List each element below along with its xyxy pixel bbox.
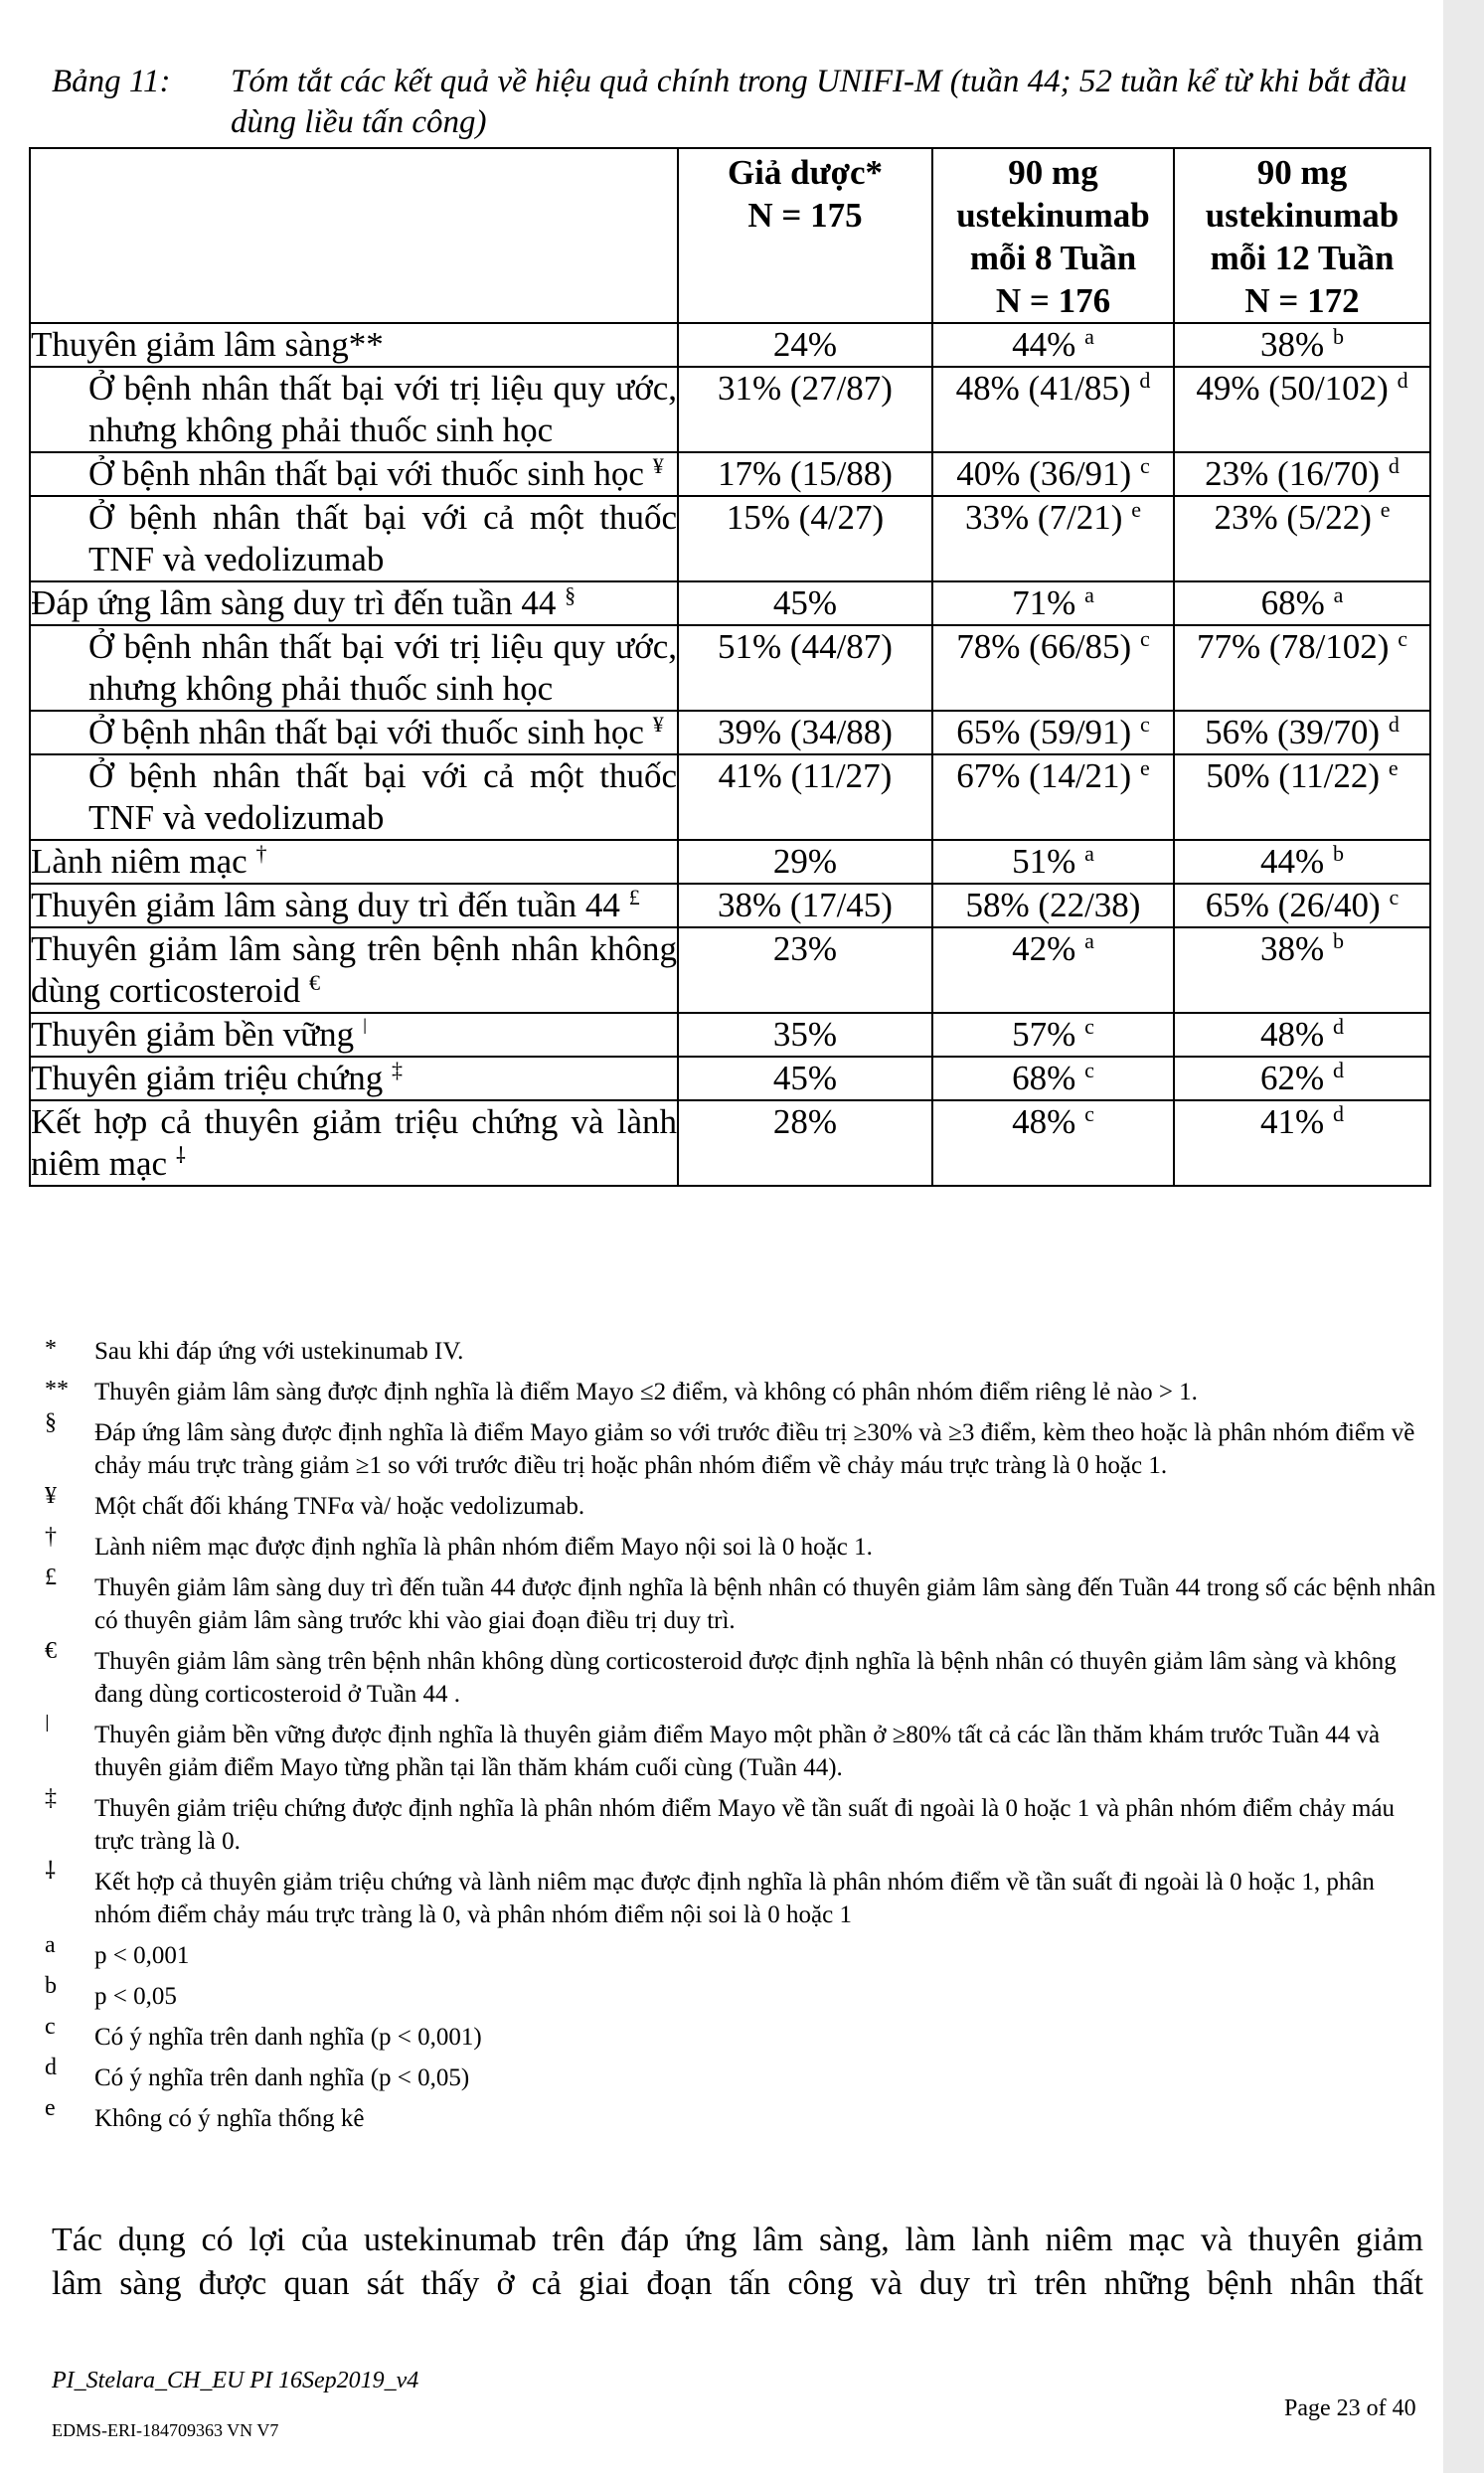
row-value <box>1174 1100 1430 1186</box>
significance-marker: b <box>1332 324 1344 349</box>
table-row <box>30 711 1430 754</box>
footnote-mark: ¥ <box>45 1483 57 1509</box>
row-label <box>30 711 678 754</box>
row-value <box>1174 711 1430 754</box>
row-label-text: Thuyên giảm triệu chứng <box>31 1059 384 1097</box>
value-text: 48% (41/85) <box>955 369 1131 408</box>
significance-marker: c <box>1084 1101 1094 1126</box>
row-value <box>932 625 1174 711</box>
value-text: 33% (7/21) <box>965 498 1123 537</box>
footnote <box>45 2055 1436 2094</box>
table-row <box>30 367 1430 452</box>
table-row <box>30 927 1430 1013</box>
column-header <box>678 148 932 323</box>
row-value <box>932 927 1174 1013</box>
row-value <box>932 884 1174 927</box>
row-label <box>30 884 678 927</box>
table-row <box>30 581 1430 625</box>
row-value <box>932 754 1174 840</box>
significance-marker: a <box>1333 582 1344 607</box>
value-text: 41% (11/27) <box>718 756 893 795</box>
footnote-text: Sau khi đáp ứng với ustekinumab IV. <box>94 1338 464 1365</box>
value-text: 67% (14/21) <box>956 756 1132 795</box>
footnote-text: Kết hợp cả thuyên giảm triệu chứng và lành niêm mạc được định nghĩa là phân nhóm điểm về tần suất đi ngoài là 0 hoặc 1, phân nhóm điểm chảy máu trực tràng là 0, và phân nhóm điểm nội soi là 0 hoặc 1 <box>94 1869 1375 1928</box>
value-text: 15% (4/27) <box>726 498 885 537</box>
page-margin-strip <box>1443 0 1484 2473</box>
value-text: 38% <box>1260 325 1325 364</box>
row-value <box>932 323 1174 367</box>
row-label-text: Lành niêm mạc <box>31 842 247 881</box>
column-header-line: 90 mg <box>1256 153 1348 192</box>
footnote-mark: e <box>45 2095 56 2121</box>
row-value <box>1174 840 1430 884</box>
column-header-line: ustekinumab <box>956 196 1150 235</box>
row-label <box>30 323 678 367</box>
significance-marker: b <box>1332 928 1344 953</box>
footnote <box>45 2014 1436 2054</box>
value-text: 28% <box>772 1102 838 1141</box>
column-header-line: ustekinumab <box>1205 196 1400 235</box>
row-value <box>1174 754 1430 840</box>
value-text: 42% <box>1012 929 1076 968</box>
significance-marker: b <box>1332 841 1344 866</box>
value-text: 39% (34/88) <box>718 713 893 751</box>
row-value <box>932 496 1174 581</box>
row-label <box>30 581 678 625</box>
paragraph-line: Tác dụng có lợi của ustekinumab trên đáp ứng lâm sàng, làm lành niêm mạc và thuyên giảm <box>52 2222 1423 2258</box>
row-value <box>1174 323 1430 367</box>
row-value <box>678 927 932 1013</box>
footnote-mark: £ <box>45 1565 57 1590</box>
footnote-text: p < 0,05 <box>94 1983 177 2010</box>
significance-marker: c <box>1084 1058 1094 1082</box>
significance-marker: a <box>1084 928 1094 953</box>
significance-marker: a <box>1084 841 1094 866</box>
row-label <box>30 1013 678 1057</box>
table-header-row <box>30 148 1430 323</box>
footnote <box>45 1565 1436 1637</box>
row-value <box>1174 927 1430 1013</box>
column-header-line: Giả dược* <box>727 153 884 192</box>
value-text: 23% (5/22) <box>1214 498 1372 537</box>
table-row <box>30 452 1430 496</box>
footnote-marker: † <box>255 841 267 866</box>
column-header-line: N = 172 <box>1244 281 1360 320</box>
significance-marker: e <box>1139 755 1150 780</box>
footnote-mark: ⸸ <box>45 1859 57 1885</box>
value-text: 49% (50/102) <box>1196 369 1389 408</box>
significance-marker: d <box>1139 368 1151 393</box>
row-value <box>1174 884 1430 927</box>
significance-marker: c <box>1139 453 1150 478</box>
footnote-marker: ǀ <box>362 1014 368 1039</box>
footnote-mark: ǀ <box>45 1712 50 1737</box>
significance-marker: d <box>1397 368 1408 393</box>
value-text: 45% <box>772 1059 838 1097</box>
column-header-line: N = 175 <box>747 196 863 235</box>
footnote-text: Đáp ứng lâm sàng được định nghĩa là điểm Mayo giảm so với trước điều trị ≥30% và ≥3 điểm, kèm theo hoặc là phân nhóm điểm về chảy máu trực tràng giảm ≥1 so với trước điều trị hoặc phân nhóm điểm về chảy máu trực tràng là 0 hoặc 1. <box>94 1419 1415 1479</box>
row-label <box>30 1057 678 1100</box>
value-text: 65% (26/40) <box>1205 886 1381 924</box>
significance-marker: d <box>1332 1101 1344 1126</box>
row-label-text: Thuyên giảm lâm sàng duy trì đến tuần 44 <box>31 886 620 924</box>
table-body <box>30 323 1430 1186</box>
footnote <box>45 1483 1436 1523</box>
value-text: 68% <box>1260 583 1325 622</box>
efficacy-results-table <box>29 147 1431 1187</box>
row-value <box>678 452 932 496</box>
column-header-line: 90 mg <box>1008 153 1098 192</box>
footnote-text: p < 0,001 <box>94 1942 190 1969</box>
footnote <box>45 1376 1436 1408</box>
paragraph-line: lâm sàng được quan sát thấy ở cả giai đoạn tấn công và duy trì trên những bệnh nhân thất <box>52 2265 1423 2302</box>
table-row <box>30 754 1430 840</box>
page-number: Page 23 of 40 <box>1284 2395 1416 2421</box>
row-value <box>678 711 932 754</box>
row-value <box>678 625 932 711</box>
row-value <box>1174 496 1430 581</box>
row-value <box>1174 452 1430 496</box>
value-text: 24% <box>772 325 838 364</box>
row-label <box>30 1100 678 1186</box>
row-label-text: Ở bệnh nhân thất bại với cả một thuốc TNF và vedolizumab <box>88 756 677 837</box>
footnote-text: Thuyên giảm lâm sàng duy trì đến tuần 44 được định nghĩa là bệnh nhân có thuyên giảm lâm sàng đến Tuần 44 trong số các bệnh nhân có thuyên giảm lâm sàng trước khi vào giai đoạn điều trị duy trì. <box>94 1574 1436 1634</box>
row-value <box>678 754 932 840</box>
value-text: 38% (17/45) <box>718 886 893 924</box>
row-value <box>1174 625 1430 711</box>
footnote-marker: € <box>308 970 320 995</box>
footnote-mark: * <box>45 1336 57 1362</box>
value-text: 51% <box>1012 842 1076 881</box>
row-label <box>30 927 678 1013</box>
edms-reference: EDMS-ERI-184709363 VN V7 <box>52 2420 279 2440</box>
value-text: 40% (36/91) <box>956 454 1132 493</box>
footnote-marker: ⸸ <box>175 1143 187 1168</box>
footnote-text: Có ý nghĩa trên danh nghĩa (p < 0,001) <box>94 2024 482 2051</box>
row-label <box>30 625 678 711</box>
footnote-mark: b <box>45 1973 57 1999</box>
value-text: 62% <box>1260 1059 1325 1097</box>
significance-marker: c <box>1084 1014 1094 1039</box>
row-value <box>932 1100 1174 1186</box>
significance-marker: d <box>1332 1014 1344 1039</box>
row-value <box>1174 367 1430 452</box>
footnote-mark: † <box>45 1524 57 1550</box>
footnote-text: Lành niêm mạc được định nghĩa là phân nhóm điểm Mayo nội soi là 0 hoặc 1. <box>94 1534 873 1561</box>
row-value <box>932 367 1174 452</box>
footnotes <box>45 1335 1436 2143</box>
significance-marker: d <box>1388 712 1400 737</box>
value-text: 23% (16/70) <box>1205 454 1381 493</box>
footnote-text: Thuyên giảm lâm sàng trên bệnh nhân không dùng corticosteroid được định nghĩa là bệnh nhân có thuyên giảm lâm sàng và không đang dùng corticosteroid ở Tuần 44 . <box>94 1648 1397 1708</box>
table-row <box>30 625 1430 711</box>
footnote <box>45 1932 1436 1972</box>
row-label-text: Thuyên giảm lâm sàng trên bệnh nhân không dùng corticosteroid <box>31 929 677 1010</box>
value-text: 17% (15/88) <box>718 454 893 493</box>
column-header <box>932 148 1174 323</box>
footnote-marker: ‡ <box>392 1058 404 1082</box>
value-text: 78% (66/85) <box>956 627 1132 666</box>
footnote-text: Thuyên giảm lâm sàng được định nghĩa là điểm Mayo ≤2 điểm, và không có phân nhóm điểm riêng lẻ nào > 1. <box>94 1379 1198 1405</box>
footnote-mark: a <box>45 1932 56 1958</box>
significance-marker: e <box>1388 755 1399 780</box>
footnote-mark: c <box>45 2014 56 2040</box>
significance-marker: a <box>1084 582 1094 607</box>
column-header <box>30 148 678 323</box>
footnote <box>45 1409 1436 1482</box>
value-text: 57% <box>1012 1015 1076 1054</box>
value-text: 77% (78/102) <box>1197 627 1390 666</box>
row-value <box>1174 1057 1430 1100</box>
value-text: 31% (27/87) <box>718 369 893 408</box>
row-label-text: Kết hợp cả thuyên giảm triệu chứng và lành niêm mạc <box>31 1102 677 1183</box>
value-text: 23% <box>772 929 838 968</box>
significance-marker: e <box>1380 497 1391 522</box>
row-label-text: Đáp ứng lâm sàng duy trì đến tuần 44 <box>31 583 557 622</box>
row-label <box>30 496 678 581</box>
table-row <box>30 1013 1430 1057</box>
value-text: 50% (11/22) <box>1206 756 1381 795</box>
row-label-text: Ở bệnh nhân thất bại với thuốc sinh học <box>88 713 644 751</box>
footnote-marker: ¥ <box>652 453 664 478</box>
table-number: Bảng 11: <box>52 64 171 99</box>
column-header <box>1174 148 1430 323</box>
table-title: Tóm tắt các kết quả về hiệu quả chính trong UNIFI-M (tuần 44; 52 tuần kể từ khi bắt đầu dùng liều tấn công) <box>231 64 1407 140</box>
row-value <box>678 1013 932 1057</box>
table-row <box>30 1057 1430 1100</box>
row-label <box>30 367 678 452</box>
value-text: 41% <box>1260 1102 1325 1141</box>
column-header-line: mỗi 8 Tuần <box>969 239 1137 277</box>
value-text: 65% (59/91) <box>956 713 1132 751</box>
row-value <box>678 884 932 927</box>
value-text: 38% <box>1260 929 1325 968</box>
row-value <box>932 452 1174 496</box>
row-value <box>678 840 932 884</box>
value-text: 44% <box>1012 325 1076 364</box>
column-header-line: N = 176 <box>995 281 1111 320</box>
row-label-text: Ở bệnh nhân thất bại với trị liệu quy ước, nhưng không phải thuốc sinh học <box>88 627 677 708</box>
body-paragraph <box>52 2219 1423 2306</box>
table-row <box>30 884 1430 927</box>
row-label <box>30 754 678 840</box>
footnote <box>45 1638 1436 1711</box>
significance-marker: c <box>1139 626 1150 651</box>
footnote <box>45 2095 1436 2135</box>
value-text: 48% <box>1012 1102 1076 1141</box>
row-value <box>678 581 932 625</box>
row-label-text: Thuyên giảm bền vững <box>31 1015 355 1054</box>
value-text: 58% (22/38) <box>965 886 1141 924</box>
row-value <box>932 1057 1174 1100</box>
table-row <box>30 323 1430 367</box>
row-value <box>932 1013 1174 1057</box>
significance-marker: d <box>1388 453 1400 478</box>
row-value <box>932 581 1174 625</box>
footnote-mark: d <box>45 2055 57 2080</box>
table-row <box>30 1100 1430 1186</box>
row-label-text: Ở bệnh nhân thất bại với trị liệu quy ước, nhưng không phải thuốc sinh học <box>88 369 677 449</box>
row-value <box>678 1057 932 1100</box>
value-text: 48% <box>1260 1015 1325 1054</box>
row-label-text: Thuyên giảm lâm sàng** <box>31 325 384 364</box>
row-label-text: Ở bệnh nhân thất bại với cả một thuốc TNF và vedolizumab <box>88 498 677 578</box>
footnote <box>45 1785 1436 1858</box>
footnote-text: Thuyên giảm triệu chứng được định nghĩa là phân nhóm điểm Mayo về tần suất đi ngoài là 0 hoặc 1 và phân nhóm điểm chảy máu trực tràng là 0. <box>94 1795 1396 1855</box>
row-value <box>678 1100 932 1186</box>
value-text: 35% <box>772 1015 838 1054</box>
value-text: 68% <box>1012 1059 1076 1097</box>
significance-marker: c <box>1398 626 1407 651</box>
row-value <box>678 367 932 452</box>
row-value <box>932 711 1174 754</box>
value-text: 45% <box>772 583 838 622</box>
significance-marker: c <box>1139 712 1150 737</box>
footnote <box>45 1712 1436 1784</box>
value-text: 71% <box>1012 583 1076 622</box>
significance-marker: a <box>1084 324 1094 349</box>
footnote-marker: £ <box>628 885 640 909</box>
row-value <box>678 323 932 367</box>
column-header-line: mỗi 12 Tuần <box>1210 239 1395 277</box>
value-text: 29% <box>772 842 838 881</box>
footnote-marker: ¥ <box>652 712 664 737</box>
row-value <box>1174 1013 1430 1057</box>
document-reference: PI_Stelara_CH_EU PI 16Sep2019_v4 <box>52 2368 419 2393</box>
footnote-mark: ‡ <box>45 1785 57 1811</box>
footnote-mark: § <box>45 1409 57 1435</box>
table-row <box>30 840 1430 884</box>
significance-marker: d <box>1332 1058 1344 1082</box>
footnote-text: Thuyên giảm bền vững được định nghĩa là thuyên giảm điểm Mayo một phần ở ≥80% tất cả các lần thăm khám trước Tuần 44 và thuyên giảm điểm Mayo từng phần tại lần thăm khám cuối cùng (Tuần 44). <box>94 1722 1381 1781</box>
footnote-marker: § <box>565 582 577 607</box>
footnote-text: Một chất đối kháng TNFα và/ hoặc vedolizumab. <box>94 1493 585 1520</box>
row-label <box>30 840 678 884</box>
table-row <box>30 496 1430 581</box>
row-value <box>678 496 932 581</box>
footnote <box>45 1973 1436 2013</box>
row-value <box>932 840 1174 884</box>
significance-marker: c <box>1389 885 1400 909</box>
row-value <box>1174 581 1430 625</box>
footnote-mark: € <box>45 1638 57 1664</box>
footnote-text: Có ý nghĩa trên danh nghĩa (p < 0,05) <box>94 2064 470 2091</box>
footnote <box>45 1524 1436 1564</box>
significance-marker: e <box>1131 497 1141 522</box>
row-label <box>30 452 678 496</box>
footnote-mark: ** <box>45 1377 69 1402</box>
value-text: 44% <box>1260 842 1325 881</box>
footnote <box>45 1859 1436 1931</box>
row-label-text: Ở bệnh nhân thất bại với thuốc sinh học <box>88 454 644 493</box>
value-text: 51% (44/87) <box>718 627 893 666</box>
value-text: 56% (39/70) <box>1205 713 1381 751</box>
footnote-text: Không có ý nghĩa thống kê <box>94 2105 365 2132</box>
footnote <box>45 1335 1436 1368</box>
